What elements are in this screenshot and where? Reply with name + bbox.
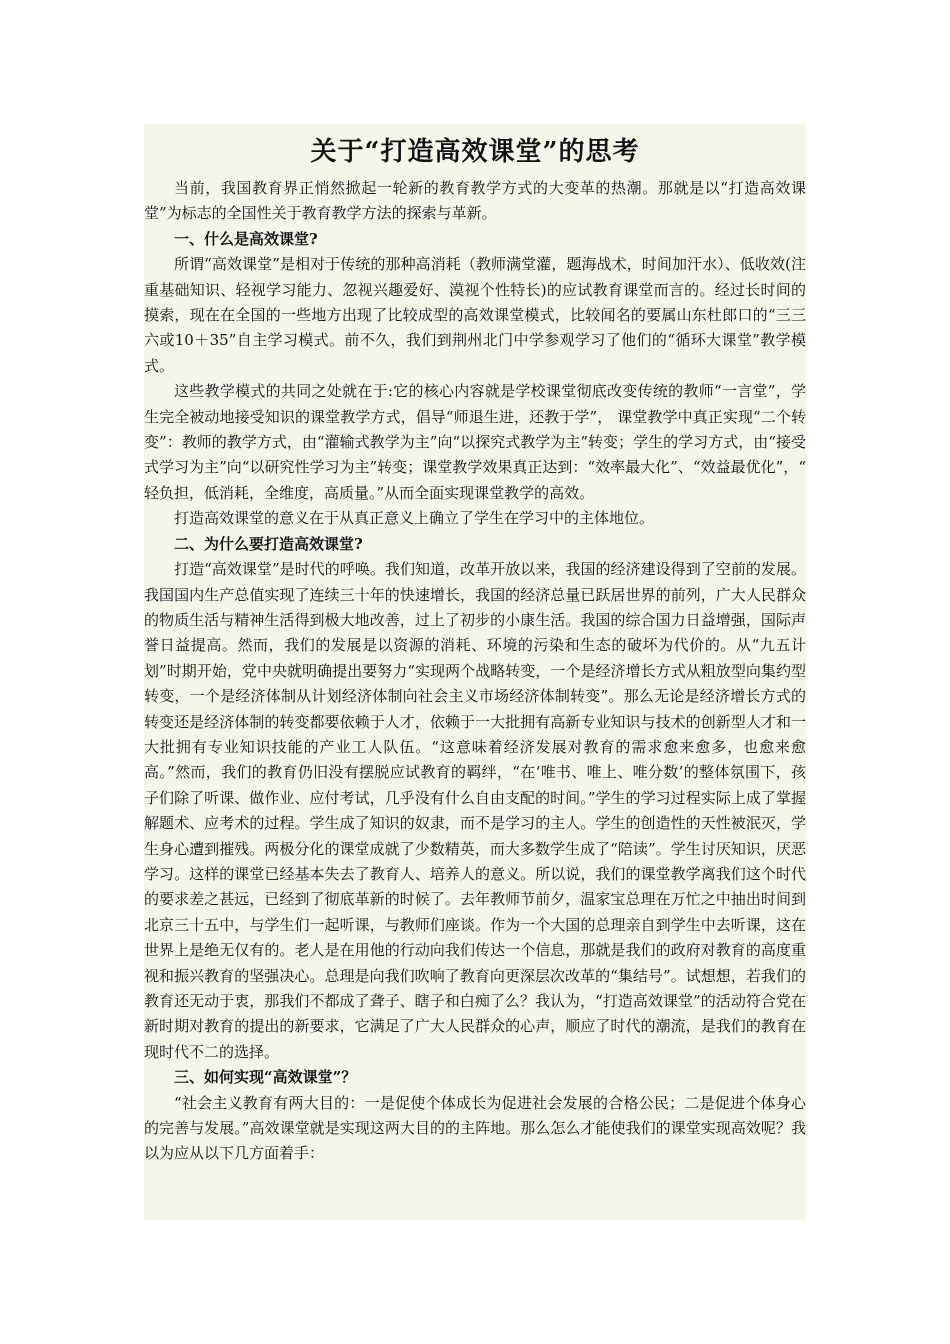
paragraph-definition: 所谓“高效课堂”是相对于传统的那种高消耗（教师满堂灌，题海战术，时间加汗水）、低收效(注重基础知识、轻视学习能力、忽视兴趣爱好、漠视个性特长)的应试教育课堂而言的。经过长时间的摸索，现在在全国的一些地方出现了比较成型的高效课堂模式，比较闻名的要属山东杜郎口的“三三六或10＋35”自主学习模式。前不久，我们到荆州北门中学参观学习了他们的“循环大课堂”教学模式。	[144, 255, 806, 375]
section-heading-2: 二、为什么要打造高效课堂?	[174, 534, 363, 553]
intro-paragraph: 当前，我国教育界正悄然掀起一轮新的教育教学方式的大变革的热潮。那就是以“打造高效课堂”为标志的全国性关于教育教学方法的探索与革新。	[144, 179, 806, 223]
page-title: 关于“打造高效课堂”的思考	[310, 137, 640, 167]
section-heading-3: 三、如何实现“高效课堂”？	[174, 1068, 357, 1087]
paragraph-significance: 打造高效课堂的意义在于从真正意义上确立了学生在学习中的主体地位。	[174, 509, 655, 528]
paragraph-why: 打造“高效课堂”是时代的呼唤。我们知道，改革开放以来，我国的经济建设得到了空前的发展。我国国内生产总值实现了连续三十年的快速增长，我国的经济总量已跃居世界的前列，广大人民群众的物质生活与精神生活得到极大地改善，过上了初步的小康生活。我国的综合国力日益增强，国际声誉日益提高。然而，我们的发展是以资源的消耗、环境的污染和生态的破坏为代价的。从“九五计划”时期开始，党中央就明确提出要努力“实现两个战略转变，一个是经济增长方式从粗放型向集约型转变，一个是经济体制从计划经济体制向社会主义市场经济体制转变”。那么无论是经济增长方式的转变还是经济体制的转变都要依赖于人才，依赖于一大批拥有高新专业知识与技术的创新型人才和一大批拥有专业知识技能的产业工人队伍。“这意味着经济发展对教育的需求愈来愈多，也愈来愈高。”然而，我们的教育仍旧没有摆脱应试教育的羁绊，“在‘唯书、唯上、唯分数’的整体氛围下，孩子们除了听课、做作业、应付考试，几乎没有什么自由支配的时间。”学生的学习过程实际上成了掌握解题术、应考术的过程。学生成了知识的奴隶，而不是学习的主人。学生的创造性的天性被泯灭，学生身心遭到摧残。两极分化的课堂成就了少数精英，而大多数学生成了“陪读”。学生讨厌知识，厌恶学习。这样的课堂已经基本失去了教育人、培养人的意义。所以说，我们的课堂教学离我们这个时代的要求差之甚远，已经到了彻底革新的时候了。去年教师节前夕，温家宝总理在万忙之中抽出时间到北京三十五中，与学生们一起听课，与教师们座谈。作为一个大国的总理亲自到学生中去听课，这在世界上是绝无仅有的。老人是在用他的行动向我们传达一个信息，那就是我们的政府对教育的高度重视和振兴教育的坚强决心。总理是向我们吹响了教育向更深层次改革的“集结号”。试想想，若我们的教育还无动于衷，那我们不都成了聋子、瞎子和白痴了么？我认为，“打造高效课堂”的活动符合党在新时期对教育的提出的新要求，它满足了广大人民群众的心声，顺应了时代的潮流，是我们的教育在现时代不二的选择。	[144, 560, 806, 1061]
paragraph-how: “社会主义教育有两大目的：一是促使个体成长为促进社会发展的合格公民；二是促进个体身心的完善与发展。”高效课堂就是实现这两大目的的主阵地。那么怎么才能使我们的课堂实现高效呢？我以为应从以下几方面着手：	[144, 1093, 806, 1163]
section-heading-1: 一、什么是高效课堂?	[174, 229, 318, 248]
paragraph-common-points: 这些教学模式的共同之处就在于:它的核心内容就是学校课堂彻底改变传统的教师“一言堂”，学生完全被动地接受知识的课堂教学方式，倡导“师退生进，还教于学”， 课堂教学中真正实现“二个转变”：教师的教学方式，由“灌输式教学为主”向“以探究式教学为主”转变；学生的学习方式，由“接受式学习为主”向“以研究性学习为主”转变；课堂教学效果真正达到：“效率最大化”、“效益最优化”，“ 轻负担，低消耗，全维度，高质量。”从而全面实现课堂教学的高效。	[144, 382, 806, 502]
document-body	[144, 124, 806, 1220]
